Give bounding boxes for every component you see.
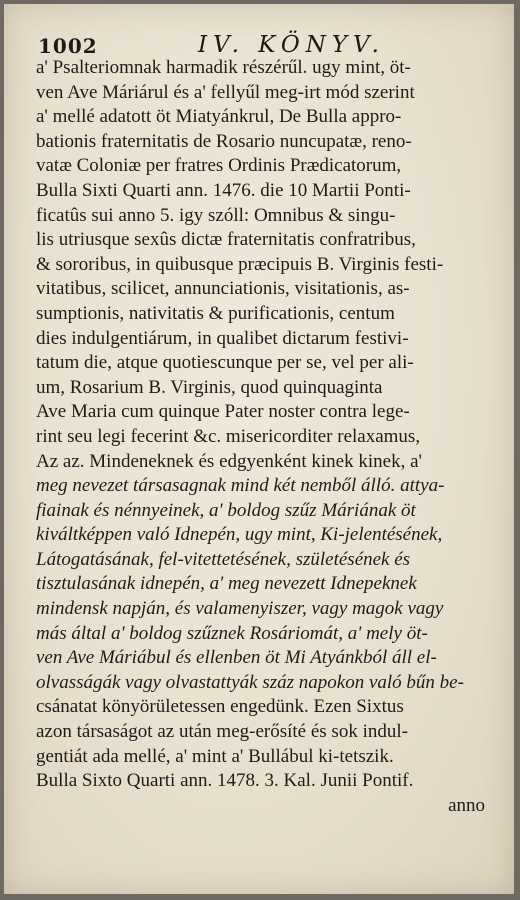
text-line: mindensk napján, és valamenyiszer, vagy magok vagy <box>36 598 444 620</box>
text-line: & sororibus, in quibusque præcipuis B. Virginis festi- <box>36 253 444 275</box>
text-line: Bulla Sixti Quarti ann. 1476. die 10 Martii Ponti- <box>36 179 411 201</box>
text-line: rint seu legi fecerint &c. misericorditer relaxamus, <box>36 425 421 447</box>
text-line: sumptionis, nativitatis & purificationis, centum <box>36 302 395 324</box>
text-line: tatum die, atque quotiescunque per se, vel per ali- <box>36 352 414 374</box>
text-line: csánatat könyörületessen engedünk. Ezen Sixtus <box>36 696 404 718</box>
book-title: IV. KÖNYV. <box>198 32 385 58</box>
page-number: 1002 <box>38 34 98 58</box>
text-line: gentiát ada mellé, a' mint a' Bullábul ki-tetszik. <box>36 745 394 767</box>
text-line: tisztulasának idnepén, a' meg nevezett Idnepeknek <box>36 573 417 595</box>
text-line: más által a' boldog szűznek Rosáriomát, a' mely öt- <box>36 622 428 644</box>
text-line: bationis fraternitatis de Rosario nuncupatæ, reno- <box>36 130 412 152</box>
text-line: vitatibus, scilicet, annunciationis, visitationis, as- <box>36 278 410 300</box>
text-line: vatæ Coloniæ per fratres Ordinis Prædicatorum, <box>36 155 402 177</box>
text-line: kiváltképpen való Idnepén, ugy mint, Ki-jelentésének, <box>36 524 443 546</box>
text-line: fiainak és nénnyeinek, a' boldog szűz Máriának öt <box>36 499 416 521</box>
text-line: um, Rosarium B. Virginis, quod quinquaginta <box>36 376 383 398</box>
body-text <box>36 56 491 818</box>
text-line: a' mellé adatott öt Miatyánkrul, De Bulla appro- <box>36 106 402 128</box>
text-line: a' Psalteriomnak harmadik részérűl. ugy mint, öt- <box>36 57 411 78</box>
text-line: lis utriusque sexûs dictæ fraternitatis confratribus, <box>36 229 416 251</box>
text-line: ven Ave Máriárul és a' fellyűl meg-irt mód szerint <box>36 81 415 103</box>
text-line: Bulla Sixto Quarti ann. 1478. 3. Kal. Junii Pontif. <box>36 770 414 792</box>
text-line: Ave Maria cum quinque Pater noster contra lege- <box>36 401 410 423</box>
text-line: meg nevezet társasagnak mind két nemből álló. attya- <box>36 475 445 497</box>
text-line: azon társaságot az után meg-erősíté és sok indul- <box>36 721 408 743</box>
text-line: dies indulgentiárum, in qualibet dictarum festivi- <box>36 327 409 349</box>
text-line: ven Ave Máriábul és ellenben öt Mi Atyánkból áll el- <box>36 647 437 669</box>
catchword: anno <box>448 794 485 816</box>
text-line: Az az. Mindeneknek és edgyenként kinek kinek, a' <box>36 450 422 472</box>
text-line: olvasságák vagy olvastattyák száz napokon való bűn be- <box>36 671 464 693</box>
book-page <box>4 4 514 894</box>
text-line: ficatûs sui anno 5. igy szóll: Omnibus & singu- <box>36 204 396 226</box>
text-line: Látogatásának, fel-vitettetésének, születésének és <box>36 548 411 570</box>
